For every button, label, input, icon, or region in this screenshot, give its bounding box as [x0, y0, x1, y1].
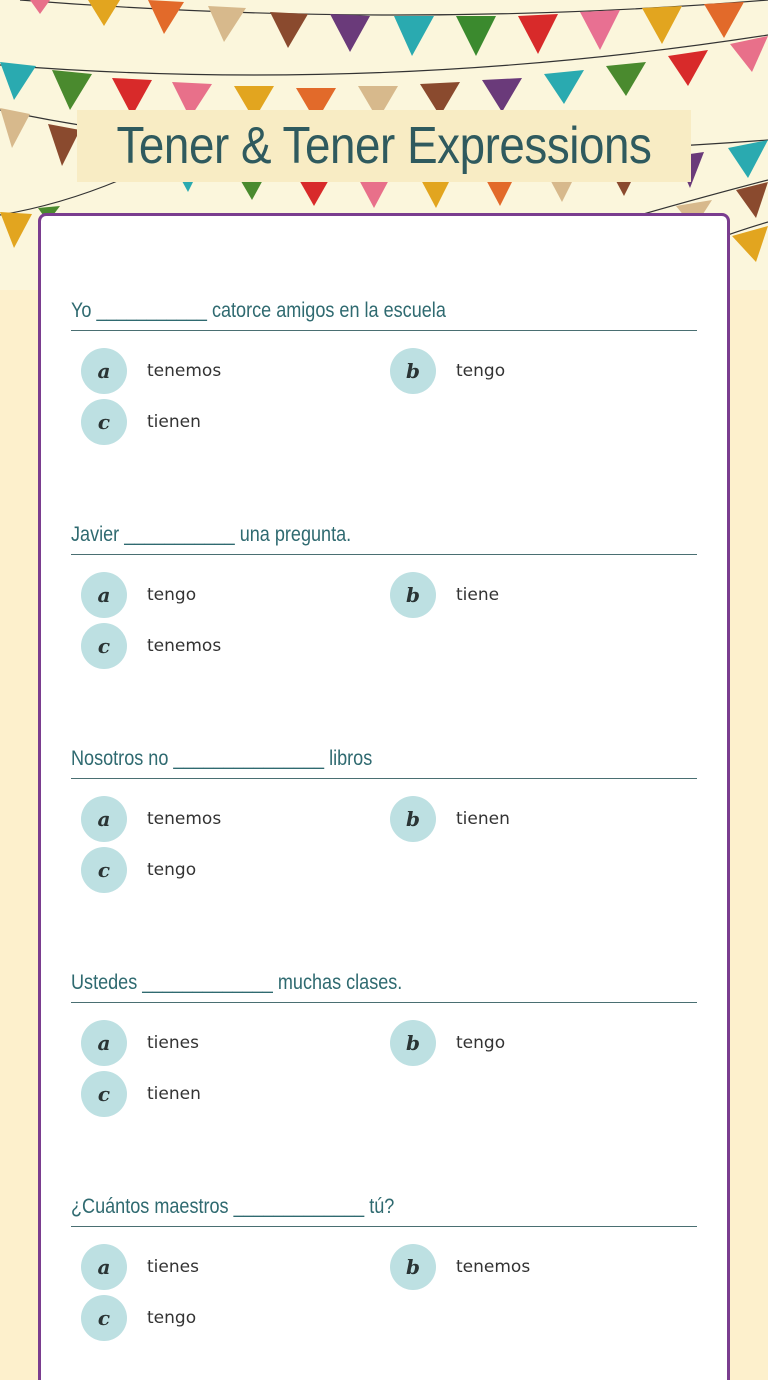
option-4b[interactable] [390, 1020, 505, 1066]
option-3b[interactable] [390, 796, 510, 842]
option-letter-badge: c [81, 847, 127, 893]
question-text: ¿Cuántos maestros _____________ tú? [71, 1195, 395, 1218]
option-letter-badge: a [81, 796, 127, 842]
option-letter-badge: c [81, 1071, 127, 1117]
question-text: Javier ___________ una pregunta. [71, 523, 352, 546]
option-label: tienes [147, 1033, 199, 1053]
question-divider [71, 1226, 697, 1227]
question-1 [71, 294, 699, 331]
option-label: tienes [147, 1257, 199, 1277]
option-4c[interactable] [81, 1071, 201, 1117]
question-divider [71, 778, 697, 779]
option-2c[interactable] [81, 623, 221, 669]
option-5a[interactable] [81, 1244, 199, 1290]
question-divider [71, 554, 697, 555]
question-text: Yo ___________ catorce amigos en la escuela [71, 299, 446, 322]
option-label: tenemos [147, 636, 222, 656]
option-letter-badge: b [390, 1020, 436, 1066]
option-label: tiene [456, 585, 500, 605]
title-box [77, 110, 691, 182]
option-2a[interactable] [81, 572, 196, 618]
option-letter-badge: a [81, 348, 127, 394]
page-title: Tener & Tener Expressions [116, 117, 652, 175]
option-letter-badge: b [390, 348, 436, 394]
question-text: Nosotros no _______________ libros [71, 747, 373, 770]
option-label: tengo [456, 361, 506, 381]
option-letter-badge: b [390, 572, 436, 618]
question-divider [71, 330, 697, 331]
option-letter-badge: a [81, 1244, 127, 1290]
option-label: tenemos [456, 1257, 531, 1277]
option-2b[interactable] [390, 572, 499, 618]
option-label: tienen [147, 412, 201, 432]
option-letter-badge: b [390, 1244, 436, 1290]
option-label: tenemos [147, 361, 222, 381]
question-4 [71, 966, 699, 1003]
option-3c[interactable] [81, 847, 196, 893]
option-label: tengo [147, 1308, 197, 1328]
option-letter-badge: c [81, 623, 127, 669]
option-label: tengo [147, 860, 197, 880]
option-letter-badge: a [81, 572, 127, 618]
option-label: tengo [147, 585, 197, 605]
option-letter-badge: b [390, 796, 436, 842]
option-1a[interactable] [81, 348, 221, 394]
option-label: tenemos [147, 809, 222, 829]
option-label: tienen [456, 809, 510, 829]
option-3a[interactable] [81, 796, 221, 842]
option-4a[interactable] [81, 1020, 199, 1066]
question-2 [71, 518, 699, 555]
option-label: tengo [456, 1033, 506, 1053]
option-1b[interactable] [390, 348, 505, 394]
question-divider [71, 1002, 697, 1003]
worksheet-card [38, 213, 730, 1380]
option-letter-badge: c [81, 399, 127, 445]
question-text: Ustedes _____________ muchas clases. [71, 971, 403, 994]
option-1c[interactable] [81, 399, 201, 445]
option-5c[interactable] [81, 1295, 196, 1341]
option-label: tienen [147, 1084, 201, 1104]
question-3 [71, 742, 699, 779]
option-letter-badge: c [81, 1295, 127, 1341]
question-5 [71, 1190, 699, 1227]
option-5b[interactable] [390, 1244, 530, 1290]
option-letter-badge: a [81, 1020, 127, 1066]
